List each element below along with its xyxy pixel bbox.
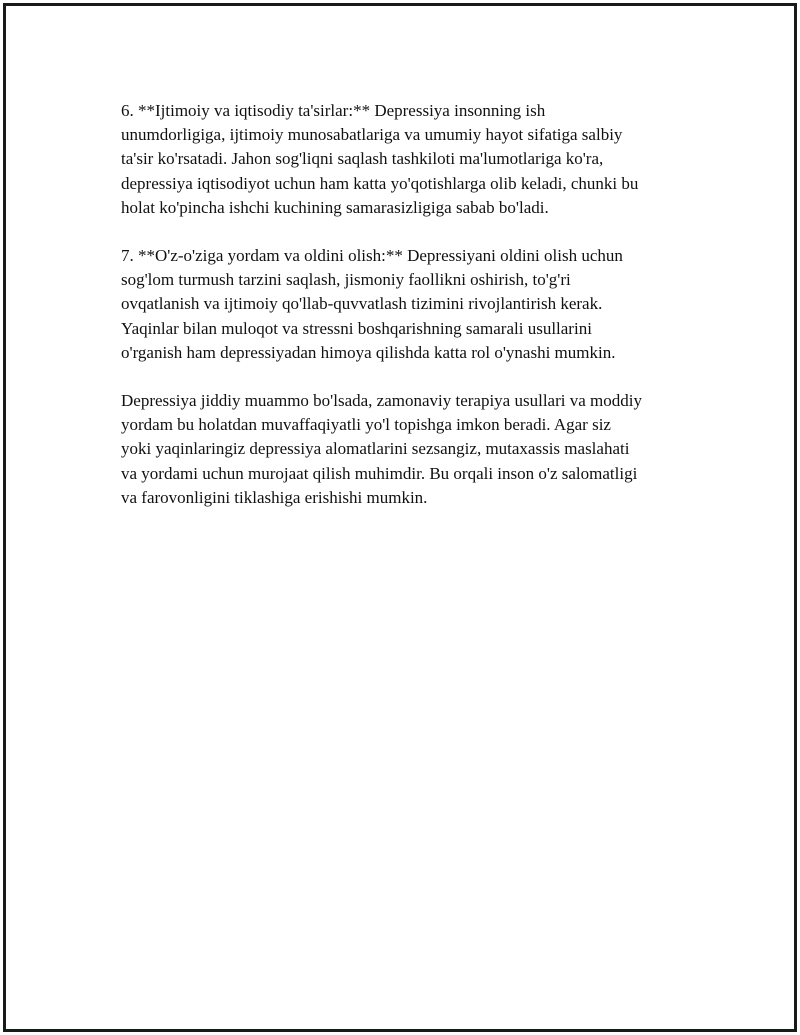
document-body [121,99,691,534]
text-line: ovqatlanish va ijtimoiy qo'llab-quvvatlash tizimini rivojlantirish kerak. [121,294,603,314]
text-line: 6. **Ijtimoiy va iqtisodiy ta'sirlar:** Depressiya insonning ish [121,101,546,120]
paragraph-conclusion [121,389,691,510]
text-line: depressiya iqtisodiyot uchun ham katta yo'qotishlarga olib keladi, chunki bu [121,173,639,193]
paragraph-self-help-prevention [121,244,691,365]
text-line: va yordami uchun murojaat qilish muhimdir. Bu orqali inson o'z salomatligi [121,463,638,483]
text-line: sog'lom turmush tarzini saqlash, jismoniy faollikni oshirish, to'g'ri [121,270,571,290]
text-line: holat ko'pincha ishchi kuchining samarasizligiga sabab bo'ladi. [121,197,549,217]
text-line: unumdorligiga, ijtimoiy munosabatlariga va umumiy hayot sifatiga salbiy [121,125,623,145]
text-line: ta'sir ko'rsatadi. Jahon sog'liqni saqlash tashkiloti ma'lumotlariga ko'ra, [121,149,604,169]
text-line: o'rganish ham depressiyadan himoya qilishda katta rol o'ynashi mumkin. [121,342,616,362]
text-line: Depressiya jiddiy muammo bo'lsada, zamonaviy terapiya usullari va moddiy [121,391,642,411]
page-border [3,3,797,1032]
text-line: yordam bu holatdan muvaffaqiyatli yo'l topishga imkon beradi. Agar siz [121,415,611,435]
text-line: yoki yaqinlaringiz depressiya alomatlarini sezsangiz, mutaxassis maslahati [121,439,630,459]
text-line: va farovonligini tiklashiga erishishi mumkin. [121,487,428,507]
paragraph-social-economic-effects [121,99,691,220]
text-line: Yaqinlar bilan muloqot va stressni boshqarishning samarali usullarini [121,318,592,338]
text-line: 7. **O'z-o'ziga yordam va oldini olish:** Depressiyani oldini olish uchun [121,246,623,266]
